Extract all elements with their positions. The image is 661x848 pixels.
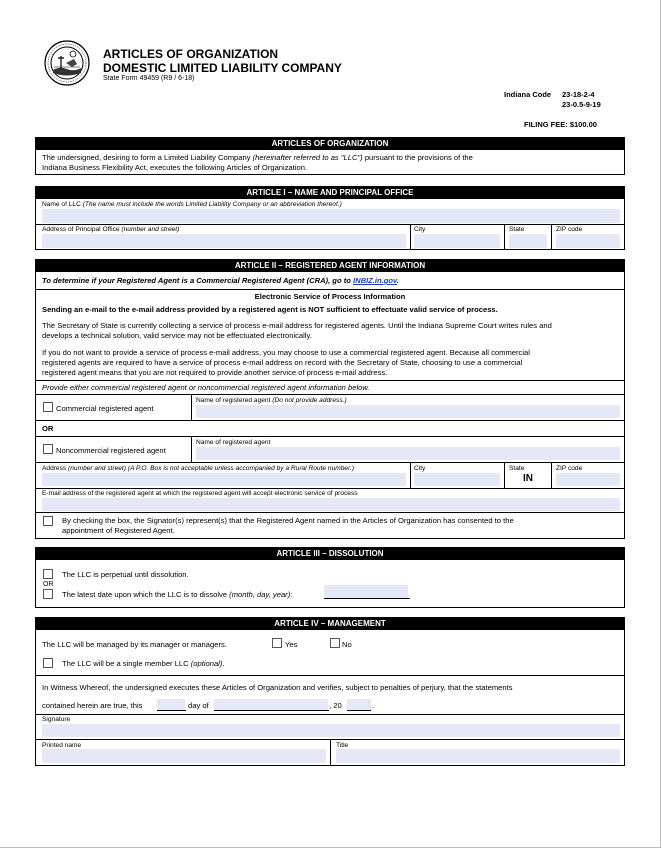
agent-zip-field[interactable] [556, 473, 620, 486]
consent-text-line2: appointment of Registered Agent. [62, 526, 175, 535]
noncommercial-agent-name-field[interactable] [196, 447, 620, 460]
form-title-line2: DOMESTIC LIMITED LIABILITY COMPANY [103, 61, 342, 75]
dissolution-or-label: OR [43, 581, 54, 588]
consent-text-line1: By checking the box, the Signator(s) represent(s) that the Registered Agent named in the Articles of Organization has consented to the [62, 516, 514, 525]
agent-email-field[interactable] [42, 498, 620, 511]
llc-name-label: Name of LLC (The name must include the words Limited Liability Company or an abbreviation thereof.) [42, 201, 342, 208]
indiana-code-label: Indiana Code [504, 90, 552, 99]
agent-city-field[interactable] [414, 473, 500, 486]
agent-city-label: City [414, 465, 426, 472]
managers-no-checkbox[interactable] [330, 638, 340, 648]
commercial-agent-label: Commercial registered agent [56, 404, 154, 413]
commercial-agent-checkbox[interactable] [43, 402, 53, 412]
title-field[interactable] [336, 749, 620, 763]
principal-zip-label: ZIP code [556, 226, 583, 233]
witness-day-field[interactable] [157, 699, 185, 710]
dissolve-date-label: The latest date upon which the LLC is to dissolve (month, day, year): [62, 590, 293, 599]
provide-either-text: Provide either commercial registered agent or noncommercial registered agent information below. [42, 383, 370, 392]
witness-line1: In Witness Whereof, the undersigned executes these Articles of Organization and verifies, subject to penalties of perjury, that the statements [42, 683, 513, 692]
article2-section [35, 259, 625, 539]
dissolve-date-field[interactable] [324, 585, 408, 598]
indiana-code-1: 23-18-2-4 [562, 90, 595, 99]
witness-month-field[interactable] [214, 699, 328, 710]
witness-line2-d: . [372, 701, 375, 710]
principal-zip-field[interactable] [556, 234, 620, 248]
agent-email-label: E-mail address of the registered agent at which the registered agent will accept electronic service of process [42, 490, 358, 497]
state-form-number: State Form 49459 (R9 / 6-18) [103, 75, 195, 82]
printed-name-field[interactable] [42, 749, 326, 763]
agent-address-label: Address (number and street) (A P.O. Box is not acceptable unless accompanied by a Rural Route number.) [42, 465, 355, 472]
agent-address-field[interactable] [42, 473, 406, 486]
noncommercial-agent-checkbox[interactable] [43, 444, 53, 454]
indiana-code-2: 23-0.5-9-19 [562, 100, 601, 109]
dissolve-date-checkbox[interactable] [43, 589, 53, 599]
intro-heading: ARTICLES OF ORGANIZATION [36, 138, 624, 150]
article3-heading: ARTICLE III – DISSOLUTION [36, 548, 624, 560]
witness-line2-c: , 20 [329, 701, 342, 710]
filing-fee: FILING FEE: $100.00 [524, 120, 597, 129]
indiana-state-seal-icon [44, 40, 90, 86]
perpetual-checkbox[interactable] [43, 569, 53, 579]
principal-address-field[interactable] [42, 234, 406, 248]
witness-year-field[interactable] [347, 699, 371, 710]
perpetual-label: The LLC is perpetual until dissolution. [62, 570, 189, 579]
esp-warning: Sending an e-mail to the e-mail address provided by a registered agent is NOT sufficient to effectuate valid service of process. [42, 305, 498, 314]
esp-para2-line2: registered agents are required to have a service of process e-mail address on record with the Secretary of State, choosing to use a commercial [42, 358, 523, 367]
agent-consent-checkbox[interactable] [43, 516, 53, 526]
intro-text-line2: Indiana Business Flexibility Act, executes the following Articles of Organization. [42, 163, 308, 172]
article4-heading: ARTICLE IV – MANAGEMENT [36, 618, 624, 630]
agent-zip-label: ZIP code [556, 465, 583, 472]
noncommercial-agent-label: Noncommercial registered agent [56, 446, 166, 455]
intro-section [35, 137, 625, 175]
principal-city-field[interactable] [414, 234, 500, 248]
esp-para2-line1: If you do not want to provide a service of process e-mail address, you may choose to use a commercial registered agent. Because all commercial [42, 348, 530, 357]
commercial-agent-name-label: Name of registered agent (Do not provide address.) [196, 397, 347, 404]
or-label: OR [42, 424, 54, 433]
printed-name-label: Printed name [42, 742, 82, 749]
witness-line2-a: contained herein are true, this [42, 701, 143, 710]
article1-section [35, 186, 625, 250]
principal-city-label: City [414, 226, 426, 233]
esp-para1-line1: The Secretary of State is currently collecting a service of process e-mail address for registered agents. Until the Indiana Supreme Court writes rules and [42, 321, 552, 330]
agent-state-value: IN [523, 473, 533, 484]
form-title-line1: ARTICLES OF ORGANIZATION [103, 47, 279, 61]
esp-para1-line2: develops a technical solution, valid service may not be effectuated electronically. [42, 331, 312, 340]
article4-section [35, 617, 625, 766]
llc-name-field[interactable] [42, 209, 620, 223]
principal-state-label: State [509, 226, 525, 233]
principal-state-field[interactable] [509, 234, 547, 248]
cra-text: To determine if your Registered Agent is a Commercial Registered Agent (CRA), go to INBIZ.in.gov. [42, 276, 399, 285]
managers-label: The LLC will be managed by its manager or managers. [42, 640, 227, 649]
article2-heading: ARTICLE II – REGISTERED AGENT INFORMATION [36, 260, 624, 272]
single-member-checkbox[interactable] [43, 658, 53, 668]
esp-para2-line3: registered agent means that you are not required to provide another service of process e-mail address. [42, 368, 388, 377]
title-label: Title [336, 742, 349, 749]
noncommercial-agent-name-label: Name of registered agent [196, 439, 271, 446]
single-member-label: The LLC will be a single member LLC (optional). [62, 659, 225, 668]
managers-no-label: No [342, 640, 352, 649]
article3-section [35, 547, 625, 608]
commercial-agent-name-field[interactable] [196, 405, 620, 418]
esp-heading: Electronic Service of Process Information [254, 292, 406, 301]
inbiz-link[interactable]: INBIZ.in.gov [352, 276, 397, 285]
intro-text-line1: The undersigned, desiring to form a Limited Liability Company (hereinafter referred to as "LLC") pursuant to the provisions of the [42, 153, 473, 162]
article1-heading: ARTICLE I – NAME AND PRINCIPAL OFFICE [36, 187, 624, 199]
signature-label: Signature [42, 716, 71, 723]
principal-address-label: Address of Principal Office (number and street) [42, 226, 180, 233]
witness-line2-b: day of [188, 701, 209, 710]
signature-field[interactable] [42, 724, 620, 737]
agent-state-label: State [509, 465, 525, 472]
managers-yes-label: Yes [285, 640, 298, 649]
managers-yes-checkbox[interactable] [272, 638, 282, 648]
